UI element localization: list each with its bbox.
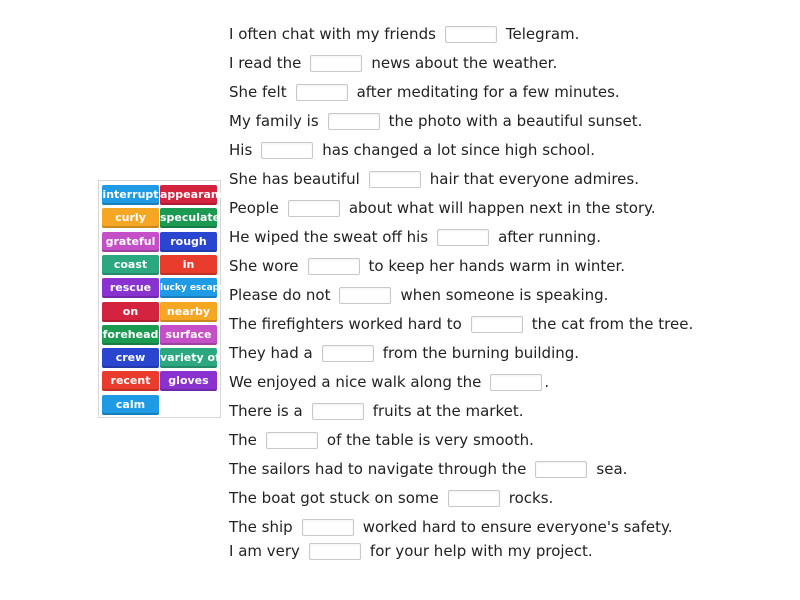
sentence-text-after: fruits at the market. xyxy=(372,402,524,420)
word-tile-interrupt[interactable]: interrupt xyxy=(102,185,159,205)
sentence-row xyxy=(229,283,608,307)
sentence-row xyxy=(229,22,579,46)
word-tile-variety-of[interactable]: variety of xyxy=(160,348,217,368)
word-tile-speculate[interactable]: speculate xyxy=(160,208,217,228)
sentence-text-before: She wore xyxy=(229,257,299,275)
sentence-text-after: after running. xyxy=(498,228,601,246)
word-tile-nearby[interactable]: nearby xyxy=(160,302,217,322)
sentence-row xyxy=(229,109,642,133)
sentence-text-before: People xyxy=(229,199,279,217)
sentence-text-after: news about the weather. xyxy=(371,54,558,72)
sentence-text-after: hair that everyone admires. xyxy=(429,170,639,188)
word-tile-forehead[interactable]: forehead xyxy=(102,325,159,345)
sentence-text-before: His xyxy=(229,141,253,159)
answer-drop-box[interactable] xyxy=(437,229,489,246)
sentence-text-before: The firefighters worked hard to xyxy=(229,315,462,333)
answer-drop-box[interactable] xyxy=(339,287,391,304)
word-tile-gloves[interactable]: gloves xyxy=(160,371,217,391)
answer-drop-box[interactable] xyxy=(288,200,340,217)
sentence-row xyxy=(229,51,557,75)
sentence-text-after: of the table is very smooth. xyxy=(326,431,534,449)
word-tile-lucky-escape[interactable]: lucky escape xyxy=(160,278,217,298)
word-tile-rescue[interactable]: rescue xyxy=(102,278,159,298)
answer-drop-box[interactable] xyxy=(535,461,587,478)
sentence-row xyxy=(229,80,620,104)
word-tile-curly[interactable]: curly xyxy=(102,208,159,228)
answer-drop-box[interactable] xyxy=(312,403,364,420)
answer-drop-box[interactable] xyxy=(322,345,374,362)
sentence-row xyxy=(229,539,593,563)
sentence-text-after: . xyxy=(544,373,550,391)
answer-drop-box[interactable] xyxy=(302,519,354,536)
word-tile-surface[interactable]: surface xyxy=(160,325,217,345)
word-tile-grateful[interactable]: grateful xyxy=(102,232,159,252)
answer-drop-box[interactable] xyxy=(445,26,497,43)
sentence-text-before: I read the xyxy=(229,54,302,72)
sentence-row xyxy=(229,370,549,394)
sentence-text-after: after meditating for a few minutes. xyxy=(356,83,620,101)
word-tile-recent[interactable]: recent xyxy=(102,371,159,391)
sentence-text-after: the cat from the tree. xyxy=(531,315,694,333)
word-tile-rough[interactable]: rough xyxy=(160,232,217,252)
sentence-text-after: sea. xyxy=(596,460,628,478)
answer-drop-box[interactable] xyxy=(296,84,348,101)
sentence-text-before: She felt xyxy=(229,83,287,101)
sentence-text-after: Telegram. xyxy=(505,25,580,43)
word-tile-on[interactable]: on xyxy=(102,302,159,322)
answer-drop-box[interactable] xyxy=(369,171,421,188)
sentence-row xyxy=(229,196,656,220)
sentence-text-before: There is a xyxy=(229,402,303,420)
sentence-text-after: the photo with a beautiful sunset. xyxy=(388,112,643,130)
sentence-text-before: I often chat with my friends xyxy=(229,25,436,43)
sentence-text-after: for your help with my project. xyxy=(369,542,593,560)
answer-drop-box[interactable] xyxy=(308,258,360,275)
sentence-row xyxy=(229,428,534,452)
word-tile-calm[interactable]: calm xyxy=(102,395,159,415)
sentence-row xyxy=(229,138,595,162)
answer-drop-box[interactable] xyxy=(310,55,362,72)
sentence-row xyxy=(229,399,524,423)
sentence-text-after: has changed a lot since high school. xyxy=(322,141,596,159)
word-tile-appearance[interactable]: appearance xyxy=(160,185,217,205)
sentence-text-after: when someone is speaking. xyxy=(400,286,609,304)
sentence-text-before: She has beautiful xyxy=(229,170,360,188)
sentence-text-before: They had a xyxy=(229,344,313,362)
answer-drop-box[interactable] xyxy=(471,316,523,333)
answer-drop-box[interactable] xyxy=(266,432,318,449)
sentence-text-after: to keep her hands warm in winter. xyxy=(368,257,626,275)
sentence-row xyxy=(229,515,672,539)
sentence-text-before: My family is xyxy=(229,112,319,130)
sentence-text-before: The boat got stuck on some xyxy=(229,489,439,507)
sentence-text-before: We enjoyed a nice walk along the xyxy=(229,373,482,391)
answer-drop-box[interactable] xyxy=(490,374,542,391)
sentence-text-before: The ship xyxy=(229,518,293,536)
answer-drop-box[interactable] xyxy=(309,543,361,560)
sentence-row xyxy=(229,312,693,336)
word-tile-in[interactable]: in xyxy=(160,255,217,275)
answer-drop-box[interactable] xyxy=(328,113,380,130)
answer-drop-box[interactable] xyxy=(261,142,313,159)
sentence-text-after: about what will happen next in the story. xyxy=(348,199,656,217)
sentence-text-before: The sailors had to navigate through the xyxy=(229,460,527,478)
sentence-text-before: He wiped the sweat off his xyxy=(229,228,429,246)
word-tile-crew[interactable]: crew xyxy=(102,348,159,368)
sentence-text-after: rocks. xyxy=(508,489,554,507)
sentence-row xyxy=(229,457,627,481)
sentence-text-before: I am very xyxy=(229,542,300,560)
sentence-row xyxy=(229,341,579,365)
sentence-row xyxy=(229,225,601,249)
sentence-row xyxy=(229,254,625,278)
sentence-text-after: from the burning building. xyxy=(382,344,580,362)
sentence-text-before: Please do not xyxy=(229,286,331,304)
sentence-text-before: The xyxy=(229,431,257,449)
word-tile-coast[interactable]: coast xyxy=(102,255,159,275)
sentence-text-after: worked hard to ensure everyone's safety. xyxy=(362,518,673,536)
sentence-row xyxy=(229,167,639,191)
answer-drop-box[interactable] xyxy=(448,490,500,507)
sentence-row xyxy=(229,486,553,510)
